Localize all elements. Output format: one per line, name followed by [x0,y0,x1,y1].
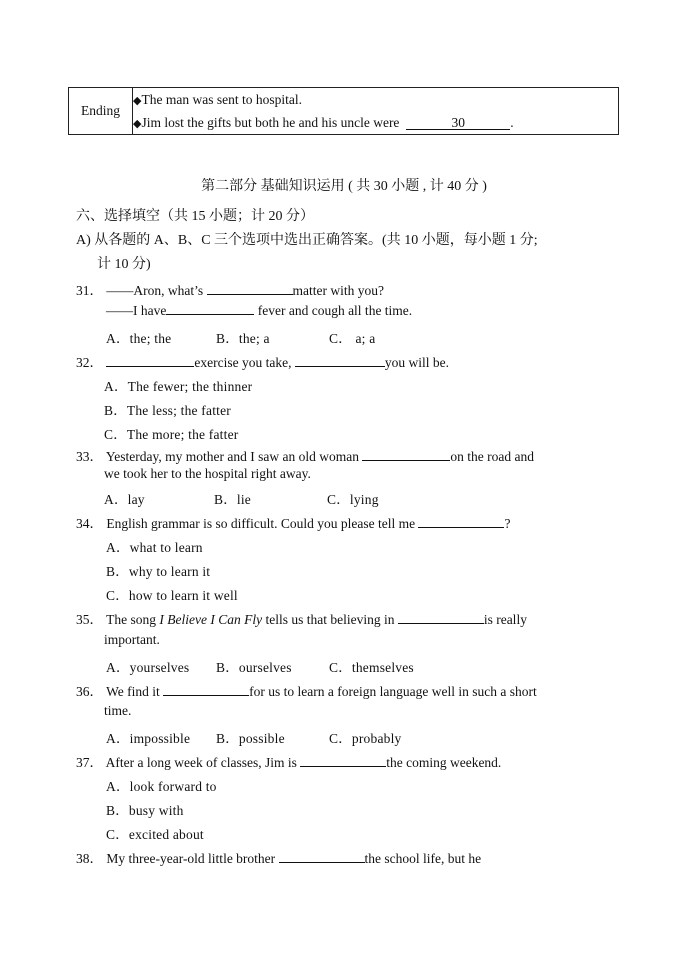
option-33-b: B．lie [214,492,251,507]
option-33-a: A．lay [104,492,145,507]
option-36-c: C．probably [329,731,402,746]
answer-blank [362,449,450,461]
option-35-c: C．themselves [329,660,414,675]
table-content-cell [133,88,619,135]
answer-blank [207,283,293,295]
diamond-bullet-icon: ◆ [133,117,142,130]
question-38: 38． My three-year-old little brother the school life, but he [76,851,482,866]
option-35-a: A．yourselves [106,660,190,675]
instruction-line-2: 计 10 分) [97,257,151,272]
section-six-title: 六、选择填空（共 15 小题；计 20 分） [76,209,314,224]
answer-blank [295,355,385,367]
option-36-a: A．impossible [106,731,191,746]
option-34-b: B．why to learn it [106,564,211,579]
question-35: 35． The song I Believe I Can Fly tells us that believing in is really [76,612,527,627]
option-37-b: B．busy with [106,803,184,818]
instruction-line-1: A) 从各题的 A、B、C 三个选项中选出正确答案。(共 10 小题，每小题 1 分; [76,233,538,248]
option-35-b: B．ourselves [216,660,292,675]
question-33: 33． Yesterday, my mother and I saw an old woman on the road and [76,449,534,464]
answer-blank [418,516,504,528]
table-line-1: ◆The man was sent to hospital. [133,92,302,107]
option-34-a: A．what to learn [106,540,203,555]
option-33-c: C．lying [327,492,379,507]
question-37: 37． After a long week of classes, Jim is the coming weekend. [76,755,502,770]
answer-blank [300,755,386,767]
answer-blank [398,612,484,624]
option-32-c: C．The more; the fatter [104,427,239,442]
answer-blank [163,684,249,696]
answer-blank [106,355,194,367]
option-34-c: C．how to learn it well [106,588,238,603]
question-36-line-2: time. [104,703,132,718]
option-32-b: B．The less; the fatter [104,403,231,418]
answer-blank-30: 30 [406,116,510,130]
question-34: 34． English grammar is so difficult. Could you please tell me ? [76,516,511,531]
option-37-a: A．look forward to [106,779,217,794]
option-32-a: A．The fewer; the thinner [104,379,253,394]
question-36: 36． We find it for us to learn a foreign language well in such a short [76,684,537,699]
question-35-line-2: important. [104,632,160,647]
story-outline-table [68,87,619,135]
diamond-bullet-icon: ◆ [133,94,142,107]
option-31-a: A．the; the [106,331,172,346]
table-line-2: ◆Jim lost the gifts but both he and his uncle were 30 . [133,115,514,130]
part-two-heading: 第二部分 基础知识运用 ( 共 30 小题 , 计 40 分 ) [201,179,487,194]
table-label-ending: Ending [69,88,133,135]
song-title: I Believe I Can Fly [159,612,263,627]
question-33-line-2: we took her to the hospital right away. [104,466,311,481]
option-31-c: C． a; a [329,331,376,346]
answer-blank [166,303,254,315]
answer-blank [279,851,365,863]
option-31-b: B．the; a [216,331,270,346]
question-31-line-2: ——I have fever and cough all the time. [106,303,413,318]
option-37-c: C．excited about [106,827,204,842]
question-31: 31． ——Aron, what’s matter with you? [76,283,384,298]
question-32: 32． exercise you take, you will be. [76,355,449,370]
option-36-b: B．possible [216,731,285,746]
